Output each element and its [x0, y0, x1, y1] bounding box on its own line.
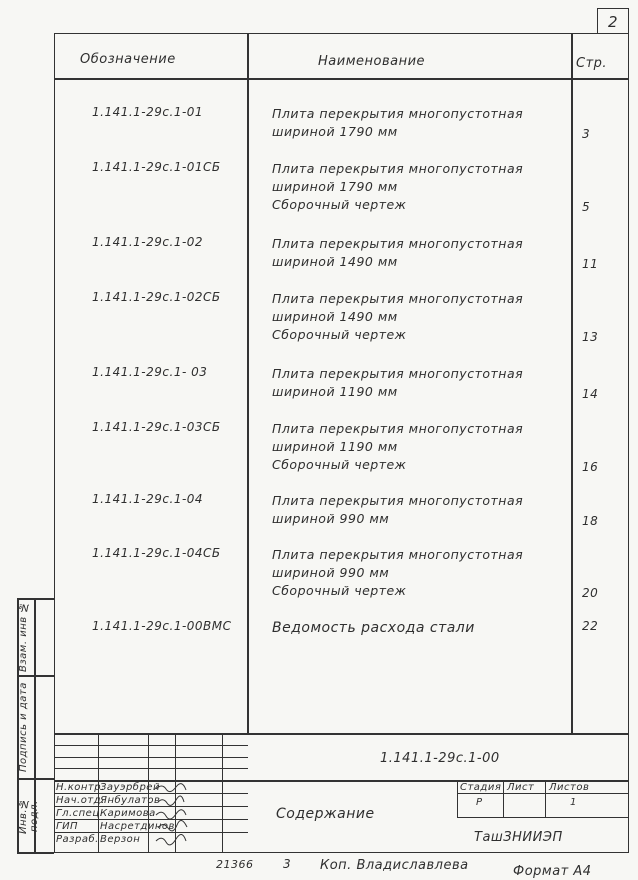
- footer-number: 21366: [216, 858, 254, 871]
- row-name-line: Плита перекрытия многопустотная: [272, 547, 524, 562]
- row-name-line: Плита перекрытия многопустотная: [272, 493, 524, 508]
- column-divider-2: [571, 33, 573, 733]
- row-page: 5: [582, 200, 591, 214]
- header-page: Стр.: [576, 56, 608, 71]
- row-name-line: Плита перекрытия многопустотная: [272, 291, 524, 306]
- tb-sheet-col: [503, 780, 504, 817]
- tb-org-row: [457, 817, 629, 818]
- tb-top: [54, 733, 629, 735]
- tb-title: Содержание: [276, 806, 375, 822]
- tb-row-b: [54, 757, 248, 758]
- row-page: 13: [582, 330, 599, 344]
- column-divider-1: [247, 33, 249, 733]
- row-designation: 1.141.1-29с.1-03СБ: [92, 420, 221, 434]
- tb-role: Гл.спец.: [56, 808, 104, 819]
- tb-person-name: Янбулатов: [100, 795, 161, 806]
- row-name-line: Сборочный чертеж: [272, 197, 407, 212]
- row-designation: 1.141.1-29с.1-00ВМС: [92, 619, 232, 633]
- footer-format: Формат А4: [513, 864, 592, 879]
- row-name-line: Плита перекрытия многопустотная: [272, 161, 524, 176]
- row-name-line: шириной 1190 мм: [272, 384, 398, 399]
- row-page: 18: [582, 514, 599, 528]
- row-name-line: шириной 1490 мм: [272, 309, 398, 324]
- row-designation: 1.141.1-29с.1-04: [92, 492, 204, 506]
- tb-organization: ТашЗНИИЭП: [474, 830, 563, 845]
- row-name-line: шириной 1790 мм: [272, 124, 398, 139]
- header-designation: Обозначение: [80, 52, 176, 67]
- tb-stage-label: Стадия: [460, 782, 502, 793]
- side-strip-sep-1: [17, 675, 54, 677]
- tb-sheets-label: Листов: [549, 782, 590, 793]
- row-page: 16: [582, 460, 599, 474]
- tb-sheet-label: Лист: [507, 782, 535, 793]
- row-page: 14: [582, 387, 599, 401]
- side-label-substitute: Взам. инв №: [18, 601, 29, 673]
- tb-person-name: Верзон: [100, 834, 141, 845]
- tb-sheets-value: 1: [570, 797, 577, 808]
- row-name-line: шириной 1490 мм: [272, 254, 398, 269]
- tb-role: Разраб.: [56, 834, 99, 845]
- row-name-line: Сборочный чертеж: [272, 327, 407, 342]
- tb-col-4: [222, 733, 223, 853]
- header-name: Наименование: [318, 54, 426, 69]
- tb-col-2: [148, 733, 149, 853]
- tb-stage-row: [457, 793, 629, 794]
- tb-row-c: [54, 768, 248, 769]
- row-page: 22: [582, 619, 599, 633]
- row-designation: 1.141.1-29с.1-02СБ: [92, 290, 221, 304]
- tb-person-name: Насретдинов: [100, 821, 175, 832]
- row-name-line: шириной 1190 мм: [272, 439, 398, 454]
- sheet-number: 2: [597, 8, 629, 34]
- row-name-line: Плита перекрытия многопустотная: [272, 236, 524, 251]
- tb-role: ГИП: [56, 821, 79, 832]
- tb-person-name: Зауэрбрей: [100, 782, 160, 793]
- footer-copied: Коп. Владиславлева: [320, 858, 469, 873]
- side-strip-bottom: [17, 852, 54, 854]
- side-strip-sep-2: [17, 778, 54, 780]
- tb-row-a: [54, 745, 248, 746]
- footer-page: 3: [283, 857, 292, 871]
- row-name-line: Сборочный чертеж: [272, 583, 407, 598]
- tb-stage-value: Р: [476, 797, 483, 808]
- side-label-signature-date: Подпись и дата: [18, 682, 29, 773]
- side-label-inventory: Инв.№ подл.: [18, 797, 40, 835]
- row-name-line: Плита перекрытия многопустотная: [272, 421, 524, 436]
- tb-stage-col: [457, 780, 458, 817]
- tb-role: Нач.отд.: [56, 795, 105, 806]
- row-designation: 1.141.1-29с.1- 03: [92, 365, 208, 379]
- row-name-line: шириной 1790 мм: [272, 179, 398, 194]
- row-page: 3: [582, 127, 591, 141]
- row-page: 20: [582, 586, 599, 600]
- row-designation: 1.141.1-29с.1-01СБ: [92, 160, 221, 174]
- row-designation: 1.141.1-29с.1-01: [92, 105, 204, 119]
- tb-sheets-col: [545, 780, 546, 817]
- row-name-line: Сборочный чертеж: [272, 457, 407, 472]
- row-designation: 1.141.1-29с.1-04СБ: [92, 546, 221, 560]
- tb-person-name: Каримова: [100, 808, 156, 819]
- tb-role: Н.контр.: [56, 782, 105, 793]
- signatures: [150, 781, 222, 853]
- tb-doc-code: 1.141.1-29с.1-00: [380, 751, 500, 766]
- row-name-line: Плита перекрытия многопустотная: [272, 366, 524, 381]
- row-name-line: шириной 990 мм: [272, 565, 390, 580]
- row-designation: 1.141.1-29с.1-02: [92, 235, 204, 249]
- row-name-line: Плита перекрытия многопустотная: [272, 106, 524, 121]
- row-page: 11: [582, 257, 599, 271]
- row-name-line: Ведомость расхода стали: [272, 620, 475, 636]
- row-name-line: шириной 990 мм: [272, 511, 390, 526]
- header-divider: [54, 78, 629, 80]
